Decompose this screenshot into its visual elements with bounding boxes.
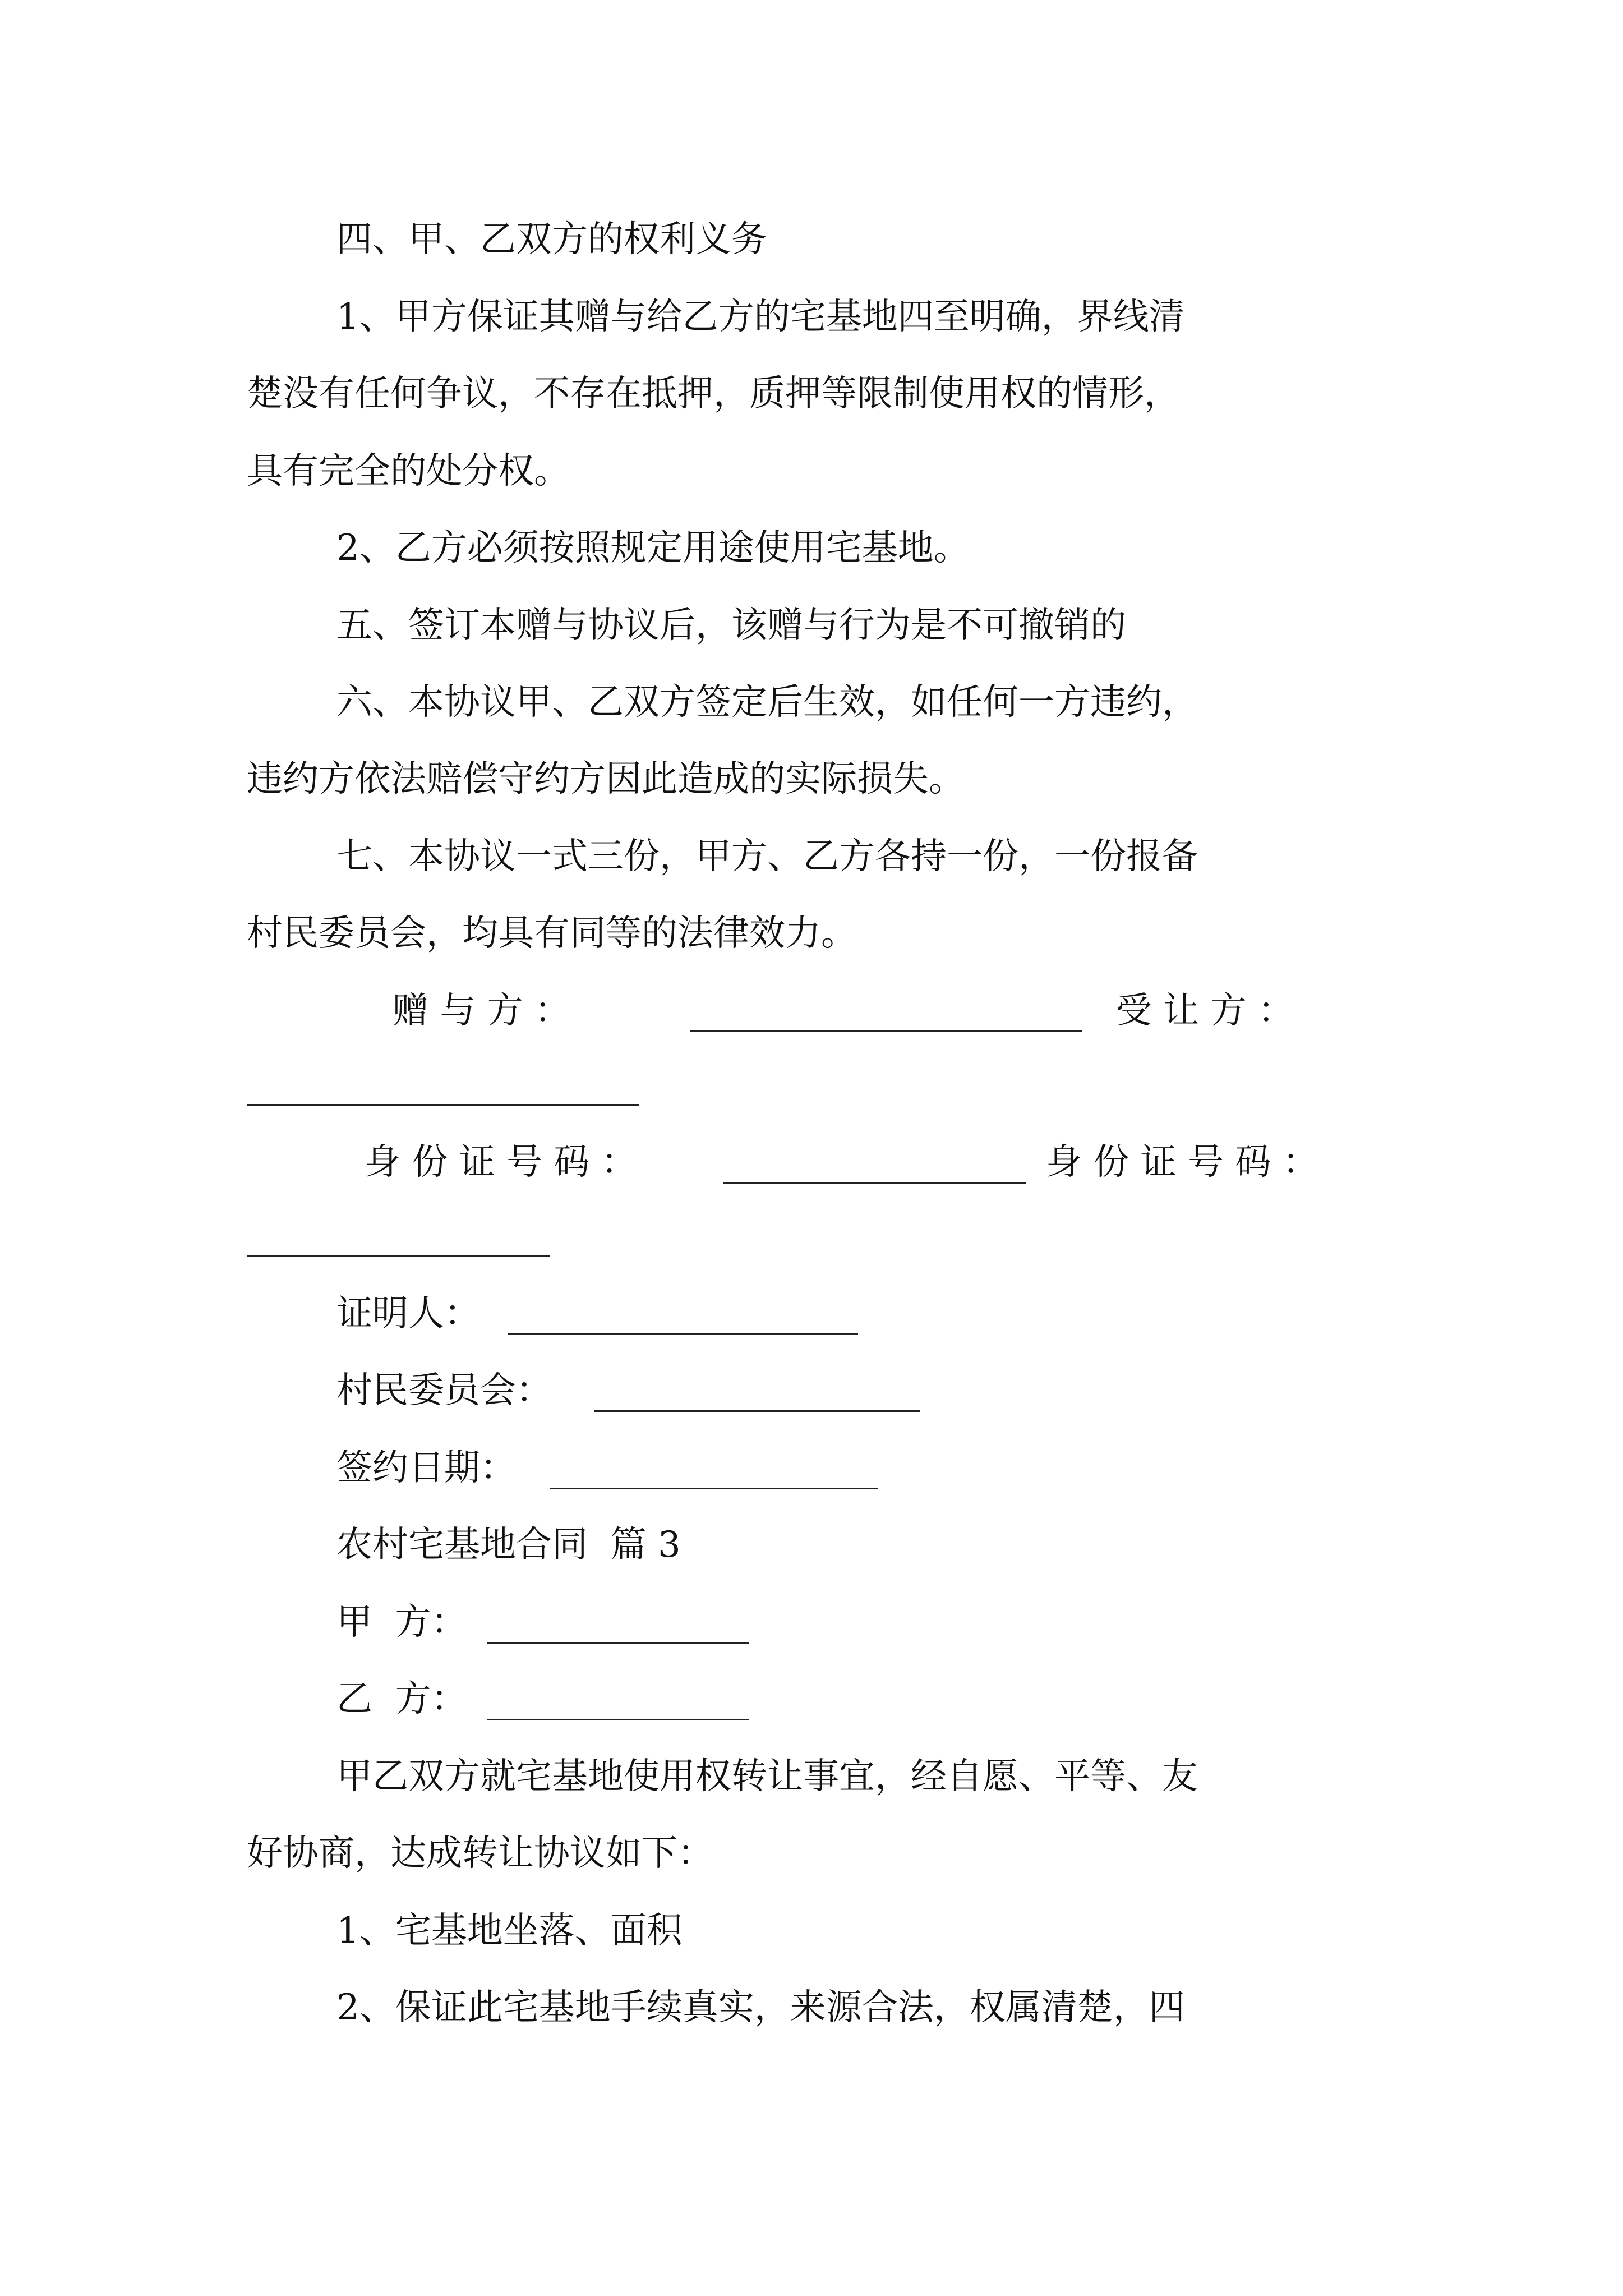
section-5: 五、签订本赠与协议后，该赠与行为是不可撤销的 <box>336 605 1126 646</box>
section-6-line-1: 六、本协议甲、乙双方签定后生效，如任何一方违约， <box>336 682 1198 723</box>
contract-3-title: 农村宅基地合同 篇 3 <box>336 1524 681 1566</box>
contract-3-intro-line-1: 甲乙双方就宅基地使用权转让事宜，经自愿、平等、友 <box>336 1756 1198 1797</box>
recipient-label: 受 让 方 ： <box>1116 990 1294 1032</box>
contract-3-intro-line-2: 好协商，达成转让协议如下： <box>247 1833 713 1874</box>
witness-signature-line[interactable] <box>508 1333 858 1335</box>
recipient-id-line[interactable] <box>247 1255 550 1257</box>
witness-label: 证明人： <box>336 1293 480 1335</box>
section-4-item-1-line-2: 楚没有任何争议，不存在抵押，质押等限制使用权的情形， <box>247 373 1180 415</box>
donor-id-label: 身 份 证 号 码 ： <box>365 1142 637 1183</box>
date-line[interactable] <box>550 1488 878 1489</box>
party-b-line[interactable] <box>487 1719 749 1720</box>
section-4-item-2: 2、乙方必须按照规定用途使用宅基地。 <box>336 527 970 569</box>
party-a-line[interactable] <box>487 1642 749 1644</box>
contract-3-clause-2: 2、保证此宅基地手续真实，来源合法，权属清楚，四 <box>336 1987 1185 2028</box>
committee-label: 村民委员会： <box>336 1370 552 1411</box>
committee-signature-line[interactable] <box>594 1410 920 1412</box>
party-a-label: 甲 方： <box>336 1602 467 1643</box>
donor-label: 赠 与 方 ： <box>393 990 571 1032</box>
donor-signature-line[interactable] <box>690 1030 1082 1032</box>
recipient-id-label: 身 份 证 号 码 ： <box>1046 1142 1318 1183</box>
section-6-line-2: 违约方依法赔偿守约方因此造成的实际损失。 <box>247 758 965 800</box>
section-4-heading: 四、甲、乙双方的权利义务 <box>336 219 767 260</box>
section-7-line-1: 七、本协议一式三份，甲方、乙方各持一份，一份报备 <box>336 836 1198 877</box>
date-label: 签约日期： <box>336 1447 516 1489</box>
recipient-signature-line[interactable] <box>247 1104 639 1106</box>
section-4-item-1-line-1: 1、甲方保证其赠与给乙方的宅基地四至明确，界线清 <box>336 296 1185 338</box>
party-b-label: 乙 方： <box>336 1678 467 1720</box>
section-7-line-2: 村民委员会，均具有同等的法律效力。 <box>247 913 857 954</box>
donor-id-line[interactable] <box>723 1182 1026 1184</box>
section-4-item-1-line-3: 具有完全的处分权。 <box>247 450 570 492</box>
contract-3-clause-1: 1、宅基地坐落、面积 <box>336 1910 683 1952</box>
